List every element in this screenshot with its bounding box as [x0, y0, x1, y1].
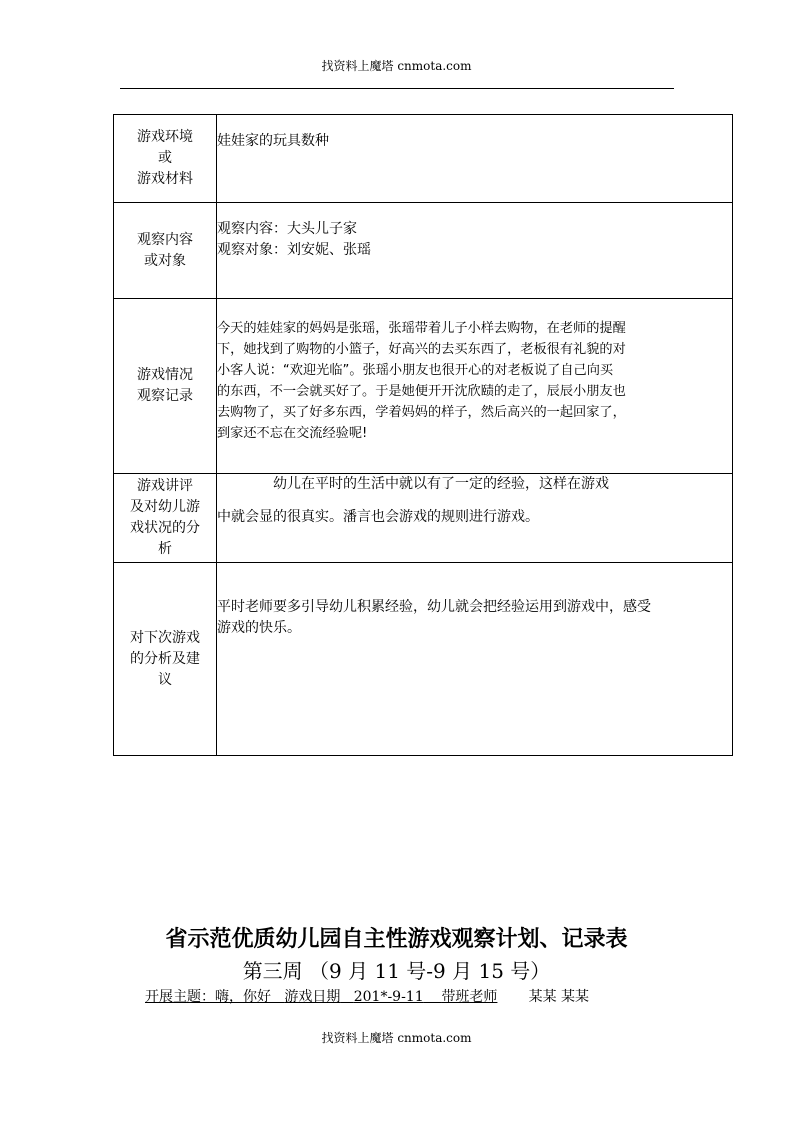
label-line: 对下次游戏	[130, 629, 200, 646]
label-line: 观察记录	[137, 388, 193, 404]
content-line: 幼儿在平时的生活中就以有了一定的经验，这样在游戏	[273, 476, 609, 492]
row-label	[114, 203, 217, 299]
table-row	[114, 203, 733, 299]
page-subtitle: 第三周 （9 月 11 号-9 月 15 号）	[242, 959, 551, 983]
row-content	[217, 203, 733, 299]
meta-line	[145, 986, 589, 1006]
content-line: 今天的娃娃家的妈妈是张瑶，张瑶带着儿子小样去购物，在老师的提醒	[217, 321, 626, 336]
page-header: 找资料上魔塔 cnmota.com	[321, 59, 472, 73]
label-line: 游戏材料	[137, 171, 193, 187]
label-line: 或对象	[144, 252, 186, 269]
teacher-value: 某某 某某	[528, 989, 590, 1005]
page-title: 省示范优质幼儿园自主性游戏观察计划、记录表	[165, 926, 628, 952]
content-line: 观察对象：刘安妮、张瑶	[217, 242, 371, 258]
row-content	[217, 299, 733, 474]
content-line: 游戏的快乐。	[217, 620, 301, 636]
content-line: 平时老师要多引导幼儿积累经验，幼儿就会把经验运用到游戏中，感受	[217, 599, 651, 615]
content-line: 去购物了，买了好多东西，学着妈妈的样子，然后高兴的一起回家了，	[217, 405, 626, 420]
teacher-label: 带班老师	[441, 989, 498, 1005]
row-label	[114, 299, 217, 474]
row-content	[217, 563, 733, 756]
label-line: 观察内容	[137, 231, 193, 248]
label-line: 析	[158, 541, 172, 557]
content-line: 娃娃家的玩具数种	[217, 133, 329, 149]
label-line: 游戏环境	[137, 129, 193, 145]
content-line: 的东西，不一会就买好了。于是她便开开沈欣赜的走了，辰辰小朋友也	[217, 384, 626, 399]
label-line: 游戏讲评	[137, 478, 193, 494]
row-content	[217, 474, 733, 563]
content-line: 观察内容：大头儿子家	[217, 221, 357, 237]
table-row	[114, 299, 733, 474]
table-row	[114, 115, 733, 203]
date-label: 游戏日期	[284, 989, 341, 1005]
label-line: 及对幼儿游	[130, 499, 200, 515]
page-footer: 找资料上魔塔 cnmota.com	[321, 1031, 472, 1045]
row-label	[114, 474, 217, 563]
row-label	[114, 115, 217, 203]
label-line: 游戏情况	[137, 367, 193, 383]
table-row	[114, 563, 733, 756]
table-row	[114, 474, 733, 563]
date-value: 201*-9-11	[353, 989, 424, 1005]
row-label	[114, 563, 217, 756]
content-line: 中就会显的很真实。潘言也会游戏的规则进行游戏。	[217, 509, 539, 525]
header-divider	[120, 88, 674, 89]
label-line: 或	[158, 150, 172, 166]
content-line: 小客人说：“欢迎光临”。张瑶小朋友也很开心的对老板说了自己向买	[217, 363, 614, 378]
content-line: 到家还不忘在交流经验呢!	[217, 426, 368, 441]
observation-table	[113, 114, 733, 756]
label-line: 戏状况的分	[130, 520, 200, 536]
row-content	[217, 115, 733, 203]
label-line: 的分析及建	[130, 650, 200, 667]
content-line: 下，她找到了购物的小篮子，好高兴的去买东西了，老板很有礼貌的对	[217, 342, 626, 357]
theme-label: 开展主题：嗨，你好	[145, 989, 271, 1005]
label-line: 议	[158, 671, 172, 688]
